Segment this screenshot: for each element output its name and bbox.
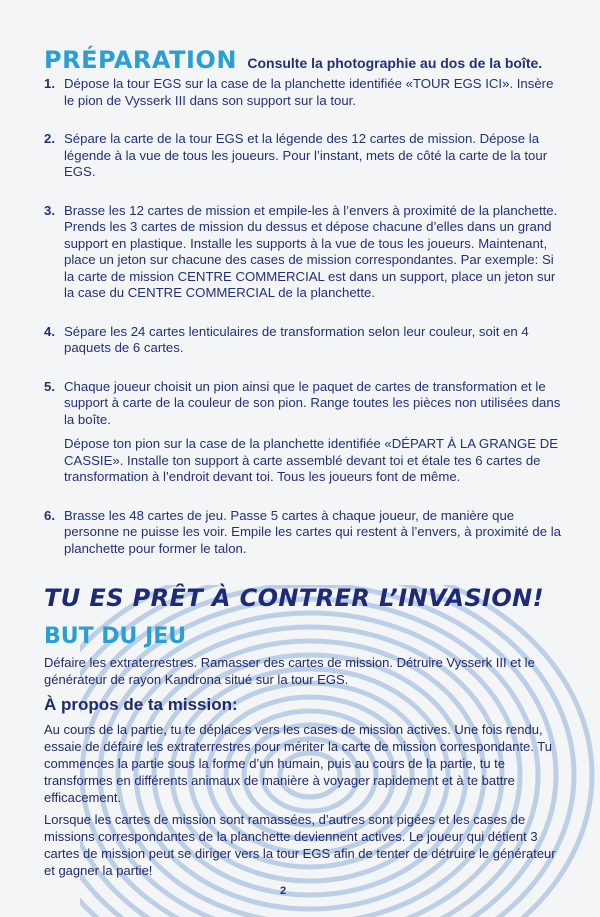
step-number: 4.	[44, 323, 55, 339]
mission-paragraph: Lorsque les cartes de mission sont ramassées, d’autres sont pigées et les cases de missions correspondantes de la planchette deviennent actives. Le joueur qui détient 3 cartes de mission peut se diriger vers la tour EGS afin de tenter de détruire le générateur et gagner la partie!	[44, 812, 556, 878]
step-number: 1.	[44, 76, 55, 91]
goal-text: Défaire les extraterrestres. Ramasser des cartes de mission. Détruire Vysserk III et le générateur de rayon Kandrona situé sur la tour EGS.	[44, 655, 535, 687]
step-2	[44, 131, 564, 181]
preparation-steps	[44, 76, 564, 579]
step-4	[44, 324, 564, 357]
invasion-banner: TU ES PRÊT À CONTRER L’INVASION!	[44, 584, 544, 612]
step-text: Brasse les 12 cartes de mission et empile-les à l’envers à proximité de la planchette. Prends les 3 cartes de mission du dessus et dépose chacune d’elles dans un grand support en plastique. Installe les supports à la vue de tous les joueurs. Maintenant, place un jeton sur chacune des cases de mission correspondantes. Par exemple: Si la carte de mission CENTRE COMMERCIAL est dans un support, place un jeton sur la case du CENTRE COMMERCIAL de la planchette.	[64, 202, 558, 300]
step-number: 3.	[44, 202, 55, 218]
preparation-title: PRÉPARATION	[44, 46, 237, 74]
mission-paragraph: Au cours de la partie, tu te déplaces vers les cases de mission actives. Une fois rendu, essaie de défaire les extraterrestres pour mériter la carte de mission correspondante. Tu commences la partie sous la forme d’un humain, puis au cours de la partie, tu te transformes en différents animaux de manière à voyager rapidement et à te battre efficacement.	[44, 722, 552, 805]
preparation-header	[44, 46, 584, 74]
step-3	[44, 203, 564, 302]
step-text: Sépare les 24 cartes lenticulaires de transformation selon leur couleur, soit en 4 paquets de 6 cartes.	[64, 323, 529, 355]
step-number: 6.	[44, 507, 55, 523]
step-number: 2.	[44, 131, 55, 146]
page-number: 2	[280, 885, 287, 897]
step-text: Dépose ton pion sur la case de la planchette identifiée «DÉPART À LA GRANGE DE CASSIE». Installe ton support à carte assemblé devant toi et étale tes 6 cartes de transformation à l’endroit devant toi. Tous les joueurs font de même.	[64, 436, 559, 484]
mission-title: À propos de ta mission:	[44, 695, 238, 714]
mission-section	[44, 721, 564, 879]
step-5	[44, 379, 564, 486]
step-text: Sépare la carte de la tour EGS et la légende des 12 cartes de mission. Dépose la légende à la vue de tous les joueurs. Pour l’instant, mets de côté la carte de la tour EGS.	[64, 131, 548, 179]
step-text: Dépose la tour EGS sur la case de la planchette identifiée «TOUR EGS ICI». Insère le pion de Vysserk III dans son support sur la tour.	[64, 76, 554, 108]
goal-title: BUT DU JEU	[44, 624, 187, 649]
preparation-subtitle: Consulte la photographie au dos de la boîte.	[247, 55, 543, 71]
step-number: 5.	[44, 378, 55, 394]
step-6	[44, 508, 564, 558]
step-text: Chaque joueur choisit un pion ainsi que le paquet de cartes de transformation et le support à carte de la couleur de son pion. Range toutes les pièces non utilisées dans la boîte.	[64, 378, 561, 427]
step-1	[44, 76, 564, 109]
step-text: Brasse les 48 cartes de jeu. Passe 5 cartes à chaque joueur, de manière que personne ne puisse les voir. Empile les cartes qui restent à l’envers, à proximité de la planchette pour former le talon.	[64, 507, 561, 556]
